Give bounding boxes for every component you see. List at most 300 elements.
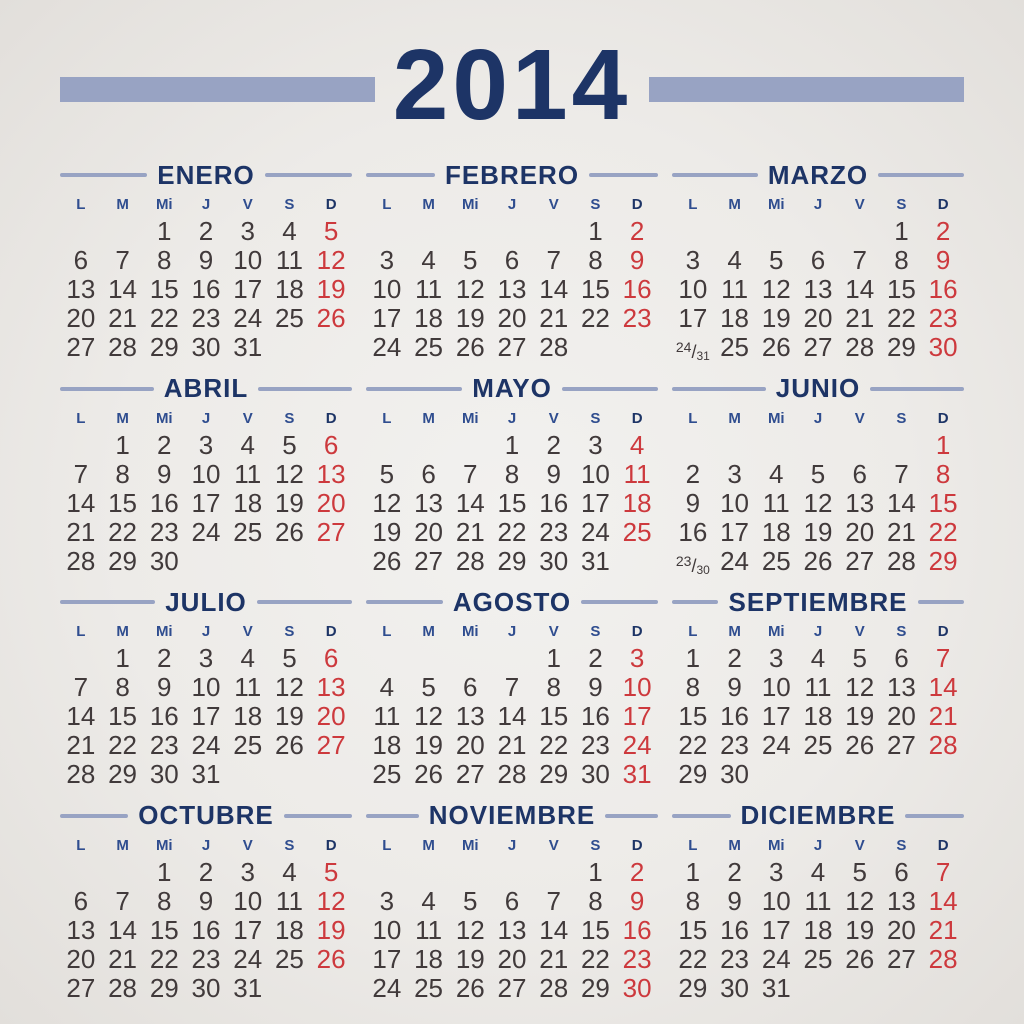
- weekday-header: L: [382, 196, 392, 213]
- weekday-header: V: [854, 196, 865, 213]
- day-cell: 14: [539, 274, 569, 304]
- day-cell: 30: [539, 545, 569, 576]
- day-cell: 21: [455, 516, 485, 547]
- day-cell: 2: [629, 216, 645, 246]
- day-cell: 27: [886, 730, 916, 760]
- day-cell: 8: [588, 885, 603, 916]
- day-cell: 24: [233, 303, 263, 333]
- day-cell-empty: [269, 547, 311, 576]
- weekday-header: M: [116, 836, 129, 854]
- day-cell: 31: [233, 332, 263, 362]
- month-block: [60, 799, 352, 1005]
- day-cell: 8: [894, 245, 909, 275]
- month-block: [60, 158, 352, 364]
- day-cell: 11: [721, 274, 749, 304]
- day-cell: 17: [761, 701, 791, 731]
- day-cell-empty: [408, 644, 450, 673]
- day-cell: 9: [685, 487, 701, 518]
- days-grid: [60, 858, 352, 1005]
- weekday-header: S: [896, 836, 907, 854]
- day-cell: 7: [504, 672, 520, 702]
- day-cell-empty: [310, 974, 352, 1003]
- days-grid: [60, 431, 352, 578]
- weekday-header-row: [366, 834, 658, 858]
- day-cell: 24: [191, 516, 221, 547]
- day-cell: 17: [233, 914, 263, 945]
- day-cell: 4: [282, 216, 297, 246]
- day-cell: 31: [191, 759, 221, 789]
- weekday-header: L: [688, 196, 698, 213]
- weekday-header: M: [728, 409, 741, 427]
- day-cell: 21: [928, 701, 958, 731]
- day-cell: 1: [115, 643, 130, 673]
- weekday-header: Mi: [461, 409, 479, 427]
- day-cell: 22: [108, 516, 138, 547]
- month-block: [672, 372, 964, 578]
- day-cell-empty: [881, 760, 923, 789]
- day-cell: 30: [720, 759, 750, 789]
- month-block: [60, 372, 352, 578]
- day-cell: 1: [685, 856, 701, 887]
- month-block: [60, 585, 352, 791]
- day-cell: 5: [282, 643, 297, 673]
- weekday-header: L: [382, 836, 392, 854]
- weekday-header: J: [201, 196, 211, 213]
- day-cell: 5: [323, 856, 339, 887]
- day-cell: 15: [149, 914, 179, 945]
- day-cell: 4: [240, 429, 255, 460]
- weekday-header: J: [813, 196, 823, 213]
- day-cell: 7: [115, 885, 130, 916]
- day-cell: 28: [928, 943, 958, 974]
- day-cell: 8: [157, 885, 172, 916]
- day-cell: 7: [73, 672, 89, 702]
- day-cell: 12: [414, 701, 444, 731]
- day-cell-empty: [227, 760, 269, 789]
- day-cell: 31: [622, 759, 652, 789]
- month-rule-right: [605, 814, 658, 818]
- weekday-header: J: [813, 623, 823, 640]
- weekday-header: S: [590, 623, 601, 640]
- day-cell-empty: [839, 760, 881, 789]
- day-cell: 23: [622, 943, 652, 974]
- day-cell: 6: [421, 458, 436, 489]
- day-cell: 6: [73, 245, 89, 275]
- day-cell: 13: [497, 914, 527, 945]
- day-cell: 23: [720, 943, 750, 974]
- day-cell-empty: [839, 974, 881, 1003]
- month-rule-left: [366, 387, 462, 391]
- weekday-header: J: [201, 836, 211, 854]
- day-cell: 4: [810, 856, 826, 887]
- day-cell: 10: [191, 458, 221, 489]
- day-cell: 12: [455, 274, 485, 304]
- weekday-header: M: [422, 196, 435, 213]
- day-cell: 21: [539, 303, 569, 333]
- day-cell: 1: [588, 856, 603, 887]
- day-cell-empty: [575, 333, 617, 362]
- day-cell: 30: [149, 759, 179, 789]
- day-cell: 18: [414, 943, 444, 974]
- month-rule-right: [870, 387, 964, 391]
- day-cell: 24: [622, 730, 652, 760]
- day-cell: 9: [588, 672, 603, 702]
- day-cell: 8: [504, 458, 520, 489]
- day-cell: 16: [191, 274, 221, 304]
- weekday-header: D: [937, 196, 949, 213]
- day-cell-combined: $^{24}/_{31}$: [675, 339, 710, 363]
- day-cell: 6: [504, 245, 520, 275]
- weekday-header: Mi: [155, 409, 173, 427]
- day-cell: 4: [379, 672, 395, 702]
- month-title: MAYO: [472, 373, 552, 403]
- day-cell-empty: [797, 217, 839, 246]
- day-cell: 27: [455, 759, 485, 789]
- day-cell: 10: [622, 672, 652, 702]
- weekday-header: V: [548, 836, 559, 854]
- day-cell: 10: [191, 672, 221, 702]
- day-cell: 4: [727, 245, 742, 275]
- day-cell-empty: [797, 760, 839, 789]
- day-cell: 11: [762, 487, 790, 518]
- day-cell: 10: [761, 885, 791, 916]
- day-cell: 10: [720, 487, 750, 518]
- day-cell: 28: [108, 332, 138, 362]
- day-cell: 8: [685, 672, 701, 702]
- day-cell: 25: [622, 516, 652, 547]
- day-cell: 5: [852, 643, 867, 673]
- day-cell: 26: [845, 943, 875, 974]
- weekday-header-row: [672, 620, 964, 644]
- day-cell: 29: [539, 759, 569, 789]
- day-cell: 23: [191, 303, 221, 333]
- day-cell: 22: [886, 303, 916, 333]
- day-cell-empty: [491, 217, 533, 246]
- day-cell: 20: [316, 487, 346, 518]
- day-cell: 19: [455, 943, 485, 974]
- day-cell: 21: [66, 516, 96, 547]
- day-cell: 19: [761, 303, 791, 333]
- weekday-header-row: [366, 620, 658, 644]
- month-title: JULIO: [165, 586, 247, 617]
- month-rule-right: [589, 173, 658, 177]
- day-cell: 29: [928, 545, 958, 576]
- day-cell: 2: [198, 856, 214, 887]
- day-cell: 16: [149, 701, 179, 731]
- day-cell: 1: [115, 429, 130, 460]
- day-cell: 24: [720, 545, 750, 576]
- day-cell: 26: [274, 516, 304, 547]
- day-cell: 1: [685, 643, 701, 673]
- day-cell: 16: [622, 274, 652, 304]
- weekday-header: J: [813, 409, 823, 427]
- day-cell: 20: [497, 303, 527, 333]
- day-cell: 7: [935, 856, 951, 887]
- weekday-header: Mi: [461, 836, 479, 854]
- day-cell: 15: [580, 274, 610, 304]
- days-grid: [366, 431, 658, 578]
- weekday-header: S: [590, 409, 601, 427]
- month-rule-left: [60, 814, 128, 818]
- day-cell: 29: [580, 972, 610, 1003]
- day-cell: 2: [935, 216, 951, 246]
- day-cell: 20: [497, 943, 527, 974]
- day-cell-empty: [797, 974, 839, 1003]
- day-cell: 13: [845, 487, 875, 518]
- day-cell: 30: [191, 332, 221, 362]
- weekday-header: D: [631, 409, 643, 427]
- day-cell: 8: [685, 885, 701, 916]
- day-cell: 16: [720, 914, 750, 945]
- day-cell-empty: [227, 547, 269, 576]
- weekday-header: L: [76, 409, 86, 427]
- day-cell: 5: [379, 458, 395, 489]
- day-cell: 14: [497, 701, 527, 731]
- day-cell: 3: [198, 643, 214, 673]
- day-cell: 15: [539, 701, 569, 731]
- day-cell: 9: [935, 245, 951, 275]
- year-header: [60, 30, 964, 148]
- day-cell: 14: [928, 885, 958, 916]
- weekday-header-row: [366, 193, 658, 217]
- day-cell-empty: [449, 431, 491, 460]
- month-block: [672, 585, 964, 791]
- weekday-header-row: [672, 834, 964, 858]
- day-cell: 14: [108, 914, 138, 945]
- day-cell: 2: [727, 856, 742, 887]
- day-cell-empty: [491, 644, 533, 673]
- day-cell: 13: [455, 701, 485, 731]
- day-cell: 16: [580, 701, 610, 731]
- weekday-header: Mi: [155, 623, 173, 640]
- year-bar-right: [649, 77, 964, 102]
- days-grid: [672, 217, 964, 364]
- day-cell: 9: [727, 672, 742, 702]
- day-cell-empty: [366, 217, 408, 246]
- days-grid: [366, 644, 658, 791]
- day-cell: 9: [157, 458, 172, 489]
- day-cell: 22: [149, 943, 179, 974]
- day-cell-empty: [366, 431, 408, 460]
- month-title: JUNIO: [775, 373, 861, 403]
- day-cell-empty: [269, 760, 311, 789]
- weekday-header: S: [896, 196, 907, 213]
- day-cell: 8: [588, 245, 603, 275]
- day-cell: 7: [73, 458, 89, 489]
- day-cell-empty: [797, 431, 839, 460]
- day-cell: 27: [497, 332, 527, 362]
- month-title-row: [366, 158, 658, 192]
- weekday-header: M: [422, 409, 435, 427]
- day-cell: 30: [580, 759, 610, 789]
- day-cell: 20: [66, 303, 96, 333]
- month-rule-left: [366, 814, 419, 818]
- day-cell: 24: [580, 516, 610, 547]
- day-cell: 20: [455, 730, 485, 760]
- day-cell: 14: [66, 487, 96, 518]
- day-cell: 30: [928, 332, 958, 362]
- day-cell: 7: [852, 245, 867, 275]
- day-cell: 25: [414, 972, 444, 1003]
- month-title-row: [60, 585, 352, 619]
- day-cell: 12: [372, 487, 402, 518]
- day-cell: 25: [414, 332, 444, 362]
- day-cell: 3: [240, 856, 255, 887]
- day-cell: 6: [810, 245, 826, 275]
- day-cell: 22: [539, 730, 569, 760]
- day-cell: 4: [810, 643, 826, 673]
- weekday-header: M: [728, 196, 741, 213]
- day-cell: 5: [769, 245, 784, 275]
- month-rule-left: [60, 600, 155, 604]
- day-cell: 28: [497, 759, 527, 789]
- day-cell: 19: [372, 516, 402, 547]
- day-cell: 30: [622, 972, 652, 1003]
- day-cell-empty: [310, 760, 352, 789]
- month-title-row: [672, 158, 964, 192]
- day-cell-empty: [714, 431, 756, 460]
- day-cell-empty: [449, 858, 491, 887]
- day-cell: 8: [935, 458, 951, 489]
- day-cell-empty: [755, 431, 797, 460]
- day-cell: 17: [761, 914, 791, 945]
- day-cell: 4: [421, 245, 436, 275]
- day-cell: 27: [66, 332, 96, 362]
- day-cell: 26: [274, 730, 304, 760]
- day-cell: 18: [274, 914, 304, 945]
- day-cell-empty: [185, 547, 227, 576]
- weekday-header-row: [672, 193, 964, 217]
- month-block: [672, 158, 964, 364]
- day-cell: 5: [852, 856, 867, 887]
- day-cell: 3: [379, 245, 395, 275]
- day-cell-empty: [839, 217, 881, 246]
- day-cell: 20: [845, 516, 875, 547]
- day-cell: 2: [629, 856, 645, 887]
- day-cell: 2: [157, 429, 172, 460]
- day-cell: 3: [379, 885, 395, 916]
- month-rule-right: [878, 173, 964, 177]
- day-cell: 28: [66, 759, 96, 789]
- day-cell: 25: [803, 943, 833, 974]
- day-cell: 25: [274, 943, 304, 974]
- day-cell: 17: [191, 701, 221, 731]
- day-cell: 31: [580, 545, 610, 576]
- day-cell: 22: [497, 516, 527, 547]
- year-bar-left: [60, 77, 375, 102]
- weekday-header: M: [422, 836, 435, 854]
- day-cell: 7: [115, 245, 130, 275]
- day-cell: 1: [894, 216, 909, 246]
- weekday-header-row: [366, 407, 658, 431]
- month-title: ENERO: [157, 159, 255, 190]
- day-cell: 17: [372, 303, 402, 333]
- day-cell: 21: [108, 303, 138, 333]
- day-cell-empty: [102, 858, 144, 887]
- weekday-header: S: [896, 623, 907, 640]
- day-cell: 9: [629, 245, 645, 275]
- weekday-header: S: [590, 196, 601, 213]
- month-title: DICIEMBRE: [740, 800, 896, 830]
- day-cell: 7: [894, 458, 909, 489]
- day-cell: 18: [274, 274, 304, 304]
- year-title: 2014: [392, 29, 632, 141]
- day-cell-empty: [310, 547, 352, 576]
- day-cell: 15: [497, 487, 527, 518]
- weekday-header: S: [896, 409, 907, 427]
- day-cell: 17: [191, 487, 221, 518]
- weekday-header: V: [242, 409, 253, 427]
- weekday-header: M: [728, 623, 741, 640]
- day-cell: 20: [414, 516, 444, 547]
- day-cell: 19: [274, 701, 304, 731]
- day-cell-empty: [922, 760, 964, 789]
- weekday-header: J: [507, 409, 517, 427]
- day-cell: 28: [455, 545, 485, 576]
- day-cell: 11: [275, 245, 303, 275]
- day-cell: 28: [539, 332, 569, 362]
- day-cell-empty: [922, 974, 964, 1003]
- day-cell-empty: [616, 333, 658, 362]
- weekday-header: V: [242, 836, 253, 854]
- day-cell: 26: [803, 545, 833, 576]
- day-cell: 12: [845, 885, 875, 916]
- day-cell: 18: [622, 487, 652, 518]
- day-cell: 27: [845, 545, 875, 576]
- day-cell: 26: [455, 972, 485, 1003]
- day-cell: 11: [373, 701, 401, 731]
- day-cell: 30: [191, 972, 221, 1003]
- weekday-header: D: [325, 623, 337, 640]
- day-cell: 1: [504, 429, 520, 460]
- day-cell: 23: [580, 730, 610, 760]
- day-cell: 12: [274, 672, 304, 702]
- day-cell: 29: [678, 759, 708, 789]
- day-cell-empty: [449, 217, 491, 246]
- day-cell: 11: [234, 672, 262, 702]
- day-cell: 4: [769, 458, 784, 489]
- day-cell: 14: [455, 487, 485, 518]
- weekday-header: V: [548, 409, 559, 427]
- day-cell: 19: [803, 516, 833, 547]
- day-cell: 27: [66, 972, 96, 1003]
- day-cell: 10: [233, 245, 263, 275]
- day-cell: 5: [463, 885, 478, 916]
- day-cell: 24: [372, 332, 402, 362]
- day-cell: 28: [886, 545, 916, 576]
- day-cell: 19: [845, 914, 875, 945]
- day-cell: 10: [372, 914, 402, 945]
- day-cell: 9: [727, 885, 742, 916]
- day-cell: 6: [852, 458, 867, 489]
- day-cell: 23: [149, 730, 179, 760]
- day-cell: 27: [803, 332, 833, 362]
- month-block: [672, 799, 964, 1005]
- day-cell: 3: [769, 643, 784, 673]
- day-cell: 20: [886, 914, 916, 945]
- day-cell: 23: [928, 303, 958, 333]
- day-cell-empty: [408, 858, 450, 887]
- day-cell: 8: [115, 458, 130, 489]
- day-cell-empty: [449, 644, 491, 673]
- day-cell: 21: [66, 730, 96, 760]
- day-cell: 13: [886, 885, 916, 916]
- day-cell: 12: [455, 914, 485, 945]
- weekday-header: V: [242, 196, 253, 213]
- month-rule-left: [366, 600, 443, 604]
- day-cell: 16: [720, 701, 750, 731]
- month-rule-right: [562, 387, 658, 391]
